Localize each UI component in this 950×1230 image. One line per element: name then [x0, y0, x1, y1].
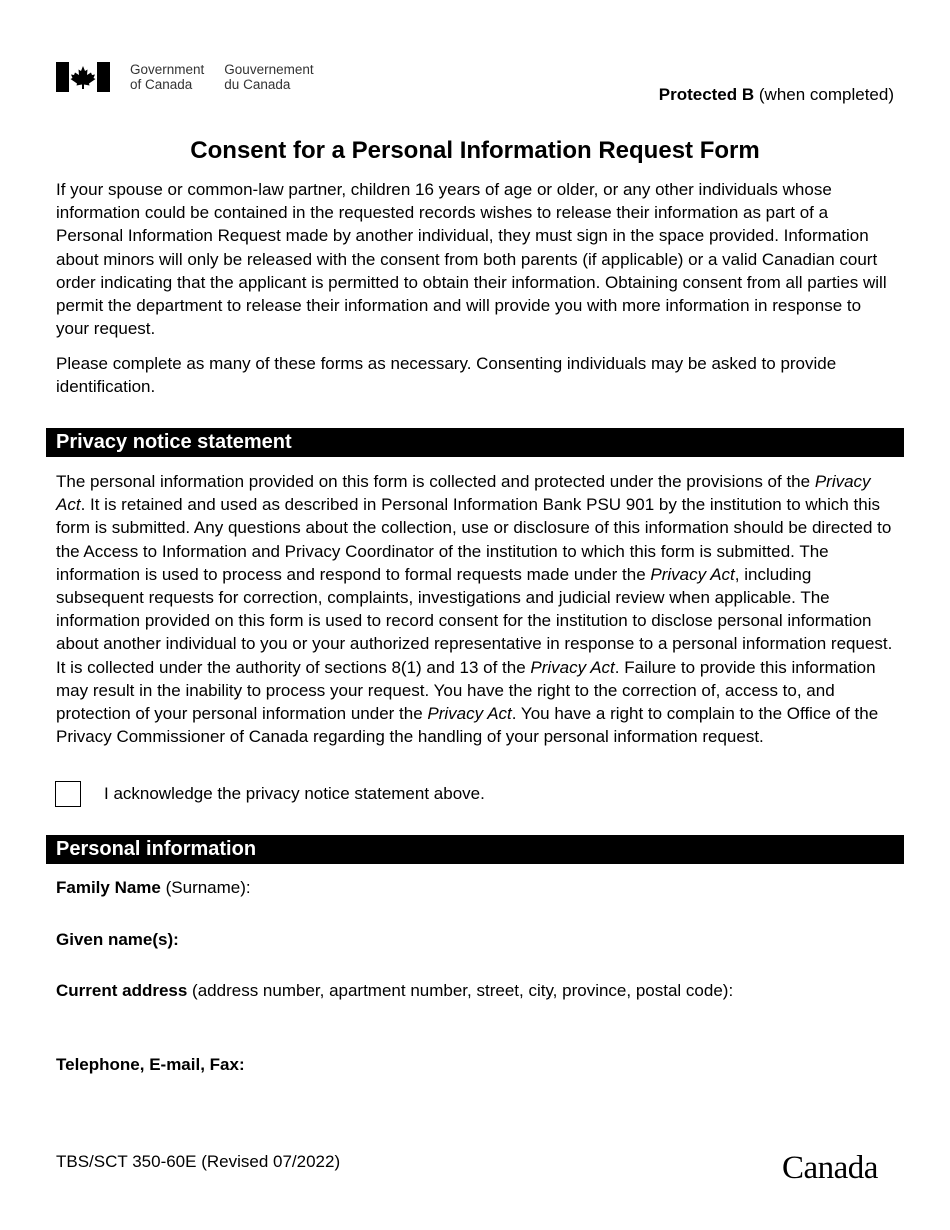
acknowledge-checkbox[interactable] — [55, 781, 81, 807]
acknowledge-label: I acknowledge the privacy notice statement above. — [104, 784, 485, 803]
current-address-field[interactable]: Current address (address number, apartment number, street, city, province, postal code): — [56, 981, 734, 1000]
given-names-field[interactable]: Given name(s): — [56, 930, 179, 949]
protected-b-label: Protected B (when completed) — [658, 85, 894, 104]
instructions-paragraph: Please complete as many of these forms as necessary. Consenting individuals may be asked to provide identification. — [56, 354, 837, 397]
page-title: Consent for a Personal Information Request Form — [190, 137, 760, 164]
government-signature — [56, 62, 314, 92]
canada-wordmark: Canada — [782, 1150, 878, 1186]
canada-flag-icon — [56, 62, 110, 92]
family-name-field[interactable]: Family Name (Surname): — [56, 878, 251, 897]
contact-info-field[interactable]: Telephone, E-mail, Fax: — [56, 1055, 245, 1074]
privacy-notice-text: The personal information provided on this form is collected and protected under the provisions of the Privacy Act. It is retained and used as described in Personal Information Bank PSU 901 by the institution to which this form is submitted. Any questions about the collection, use or disclosure of this information should be directed to the Access to Information and Privacy Coordinator of the institution to which this form is submitted. The information is used to process and respond to formal requests made under the Privacy Act, including subsequent requests for correction, complaints, investigations and judicial review when applicable. The information provided on this form is used to record consent for the institution to disclose personal information about another individual to you or your authorized representative in response to a personal information request. It is collected under the authority of sections 8(1) and 13 of the Privacy Act. Failure to provide this information may result in the inability to process your request. You have the right to the correction of, access to, and protection of your personal information under the Privacy Act. You have a right to complain to the Office of the Privacy Commissioner of Canada regarding the handling of your personal information request. — [56, 472, 893, 747]
gouvernement-du-canada-text: Gouvernement du Canada — [224, 62, 314, 92]
personal-information-heading: Personal information — [46, 835, 904, 864]
government-of-canada-text: Government of Canada — [130, 62, 205, 92]
privacy-notice-heading: Privacy notice statement — [46, 428, 904, 457]
form-number: TBS/SCT 350-60E (Revised 07/2022) — [56, 1152, 341, 1171]
intro-paragraph: If your spouse or common-law partner, children 16 years of age or older, or any other individuals whose information could be contained in the requested records wishes to release their information as part of a Personal Information Request made by another individual, they must sign in the space provided. Information about minors will only be released with the consent from both parents (if applicable) or a valid Canadian court order indicating that the applicant is permitted to obtain their information. Obtaining consent from all parties will permit the department to release their information and will provide you with more information in response to your request. — [56, 180, 887, 339]
